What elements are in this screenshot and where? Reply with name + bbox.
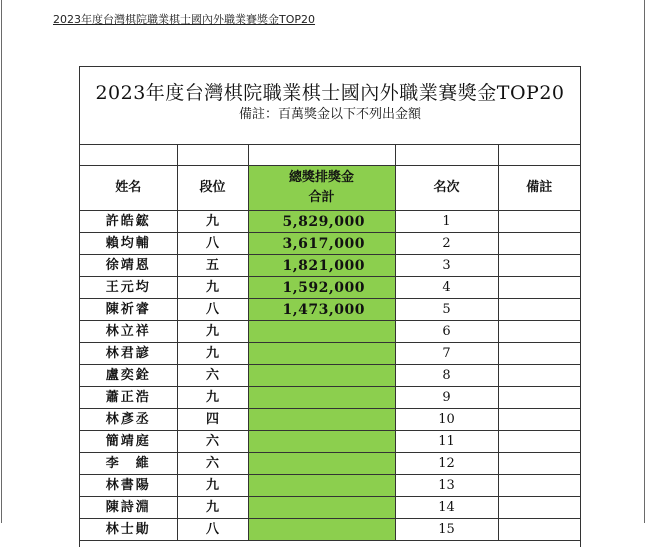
player-remarks — [498, 277, 580, 299]
player-rank: 九 — [177, 277, 248, 299]
player-place: 2 — [395, 233, 498, 255]
player-name: 陳詩淵 — [80, 497, 177, 519]
player-place: 10 — [395, 409, 498, 431]
player-prize: 1,473,000 — [248, 299, 395, 321]
player-remarks — [498, 299, 580, 321]
player-place: 7 — [395, 343, 498, 365]
player-remarks — [498, 387, 580, 409]
player-rank: 九 — [177, 497, 248, 519]
player-prize: 1,592,000 — [248, 277, 395, 299]
table-row — [80, 453, 580, 475]
table-row — [80, 387, 580, 409]
table-row — [80, 365, 580, 387]
player-name: 許皓鋐 — [80, 211, 177, 233]
player-prize — [248, 387, 395, 409]
player-prize — [248, 321, 395, 343]
player-remarks — [498, 431, 580, 453]
table-row — [80, 497, 580, 519]
player-prize — [248, 475, 395, 497]
player-prize — [248, 343, 395, 365]
player-name: 林君諺 — [80, 343, 177, 365]
player-prize — [248, 519, 395, 541]
header-prize — [248, 166, 395, 211]
player-remarks — [498, 255, 580, 277]
table-row — [80, 277, 580, 299]
player-prize — [248, 365, 395, 387]
table-row — [80, 233, 580, 255]
player-place: 14 — [395, 497, 498, 519]
player-name: 林立祥 — [80, 321, 177, 343]
player-place: 1 — [395, 211, 498, 233]
player-name: 蕭正浩 — [80, 387, 177, 409]
player-rank: 五 — [177, 255, 248, 277]
player-remarks — [498, 211, 580, 233]
player-name: 李 維 — [80, 453, 177, 475]
player-remarks — [498, 409, 580, 431]
player-prize: 3,617,000 — [248, 233, 395, 255]
player-place: 4 — [395, 277, 498, 299]
player-rank: 八 — [177, 233, 248, 255]
table-row — [80, 255, 580, 277]
player-rank: 六 — [177, 453, 248, 475]
player-rank: 八 — [177, 299, 248, 321]
table-row — [80, 321, 580, 343]
player-remarks — [498, 519, 580, 541]
player-place: 12 — [395, 453, 498, 475]
player-name: 賴均輔 — [80, 233, 177, 255]
player-rank: 八 — [177, 519, 248, 541]
header-prize-line1: 總獎排獎金 — [288, 170, 354, 185]
table-header-row — [80, 166, 580, 211]
player-place: 8 — [395, 365, 498, 387]
table-note: 備註：百萬獎金以下不列出金額 — [238, 107, 421, 122]
player-place: 13 — [395, 475, 498, 497]
table-row — [80, 299, 580, 321]
player-remarks — [498, 321, 580, 343]
table-row — [80, 409, 580, 431]
player-place: 3 — [395, 255, 498, 277]
player-rank: 六 — [177, 431, 248, 453]
player-rank: 四 — [177, 409, 248, 431]
player-place: 9 — [395, 387, 498, 409]
player-remarks — [498, 343, 580, 365]
table-row — [80, 475, 580, 497]
player-remarks — [498, 475, 580, 497]
player-remarks — [498, 233, 580, 255]
table-row — [80, 431, 580, 453]
page-left-edge — [1, 0, 2, 523]
header-prize-line2: 合計 — [308, 190, 335, 205]
player-rank: 九 — [177, 211, 248, 233]
prize-table-image — [79, 66, 581, 547]
header-name: 姓名 — [80, 166, 177, 211]
player-name: 徐靖恩 — [80, 255, 177, 277]
header-remarks: 備註 — [498, 166, 580, 211]
player-prize — [248, 453, 395, 475]
player-name: 林彥丞 — [80, 409, 177, 431]
player-rank: 九 — [177, 387, 248, 409]
player-rank: 六 — [177, 365, 248, 387]
table-row — [80, 519, 580, 541]
player-name: 林士勛 — [80, 519, 177, 541]
player-rank: 九 — [177, 343, 248, 365]
header-rank: 段位 — [177, 166, 248, 211]
player-prize: 1,821,000 — [248, 255, 395, 277]
player-remarks — [498, 497, 580, 519]
player-name: 陳祈睿 — [80, 299, 177, 321]
player-prize: 5,829,000 — [248, 211, 395, 233]
table-title: 2023年度台灣棋院職業棋士國內外職業賽獎金TOP20 — [95, 82, 565, 104]
table-title-block — [80, 67, 580, 145]
player-prize — [248, 409, 395, 431]
player-rank: 九 — [177, 321, 248, 343]
player-name: 簡靖庭 — [80, 431, 177, 453]
player-name: 林書陽 — [80, 475, 177, 497]
header-place: 名次 — [395, 166, 498, 211]
prize-table — [80, 145, 580, 541]
player-place: 11 — [395, 431, 498, 453]
table-spacer-row — [80, 145, 580, 166]
page-right-edge — [644, 0, 645, 523]
article-title-link[interactable]: 2023年度台灣棋院職業棋士國內外職業賽獎金TOP20 — [53, 13, 316, 26]
table-row — [80, 211, 580, 233]
player-place: 6 — [395, 321, 498, 343]
player-remarks — [498, 453, 580, 475]
player-remarks — [498, 365, 580, 387]
player-prize — [248, 431, 395, 453]
table-row — [80, 343, 580, 365]
player-place: 5 — [395, 299, 498, 321]
player-name: 王元均 — [80, 277, 177, 299]
player-prize — [248, 497, 395, 519]
player-place: 15 — [395, 519, 498, 541]
player-rank: 九 — [177, 475, 248, 497]
player-name: 盧奕銓 — [80, 365, 177, 387]
